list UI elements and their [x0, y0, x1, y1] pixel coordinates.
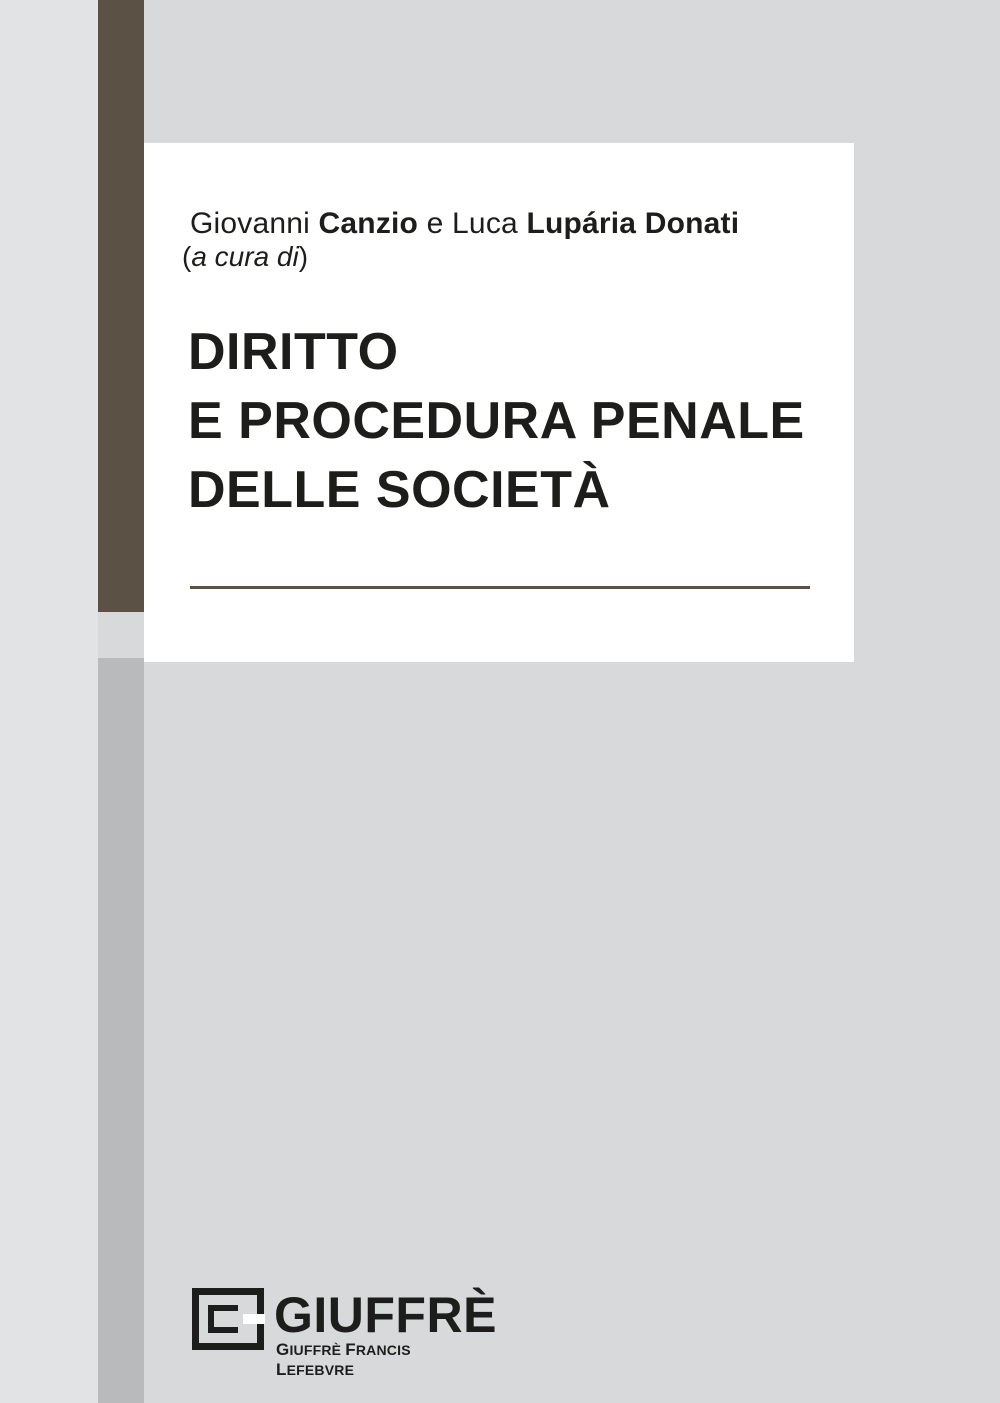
- curator-paren-open: (: [182, 241, 192, 272]
- tagline-l: L: [276, 1360, 287, 1379]
- authors-conjunction: e Luca: [418, 207, 527, 240]
- curator-text: a cura di: [191, 241, 299, 272]
- left-margin-strip: [0, 0, 98, 1403]
- page-title: [188, 318, 838, 525]
- tagline-f: F: [345, 1340, 356, 1359]
- giuffre-g-mark-icon: [192, 1288, 264, 1350]
- publisher-logo: [192, 1287, 497, 1379]
- title-panel: [144, 143, 854, 662]
- author-one-given: Giovanni: [190, 207, 319, 240]
- author-one-surname: Canzio: [318, 207, 419, 240]
- authors-line: [190, 203, 830, 246]
- tagline-g: G: [276, 1340, 290, 1359]
- curator-note: [182, 241, 308, 273]
- publisher-name: GIUFFRÈ: [274, 1287, 497, 1343]
- logo-notch: [243, 1314, 265, 1324]
- title-divider: [190, 586, 810, 589]
- curator-paren-close: ): [298, 241, 309, 272]
- author-two-surname: Lupária Donati: [526, 207, 740, 240]
- logo-inner-shape: [208, 1305, 238, 1333]
- accent-bar-grey: [98, 658, 144, 1403]
- accent-bar-brown: [98, 0, 144, 612]
- publisher-tagline: [276, 1340, 462, 1380]
- tagline-giuffre-rest: IUFFRÈ: [289, 1342, 346, 1358]
- title-line-1: DIRITTO: [188, 323, 399, 381]
- title-line-3: DELLE SOCIETÀ: [188, 461, 611, 520]
- title-line-2: E PROCEDURA PENALE: [188, 392, 805, 451]
- tagline-lefebvre-rest: EFEBVRE: [286, 1362, 355, 1378]
- tagline-francis-rest: RANCIS: [355, 1342, 411, 1358]
